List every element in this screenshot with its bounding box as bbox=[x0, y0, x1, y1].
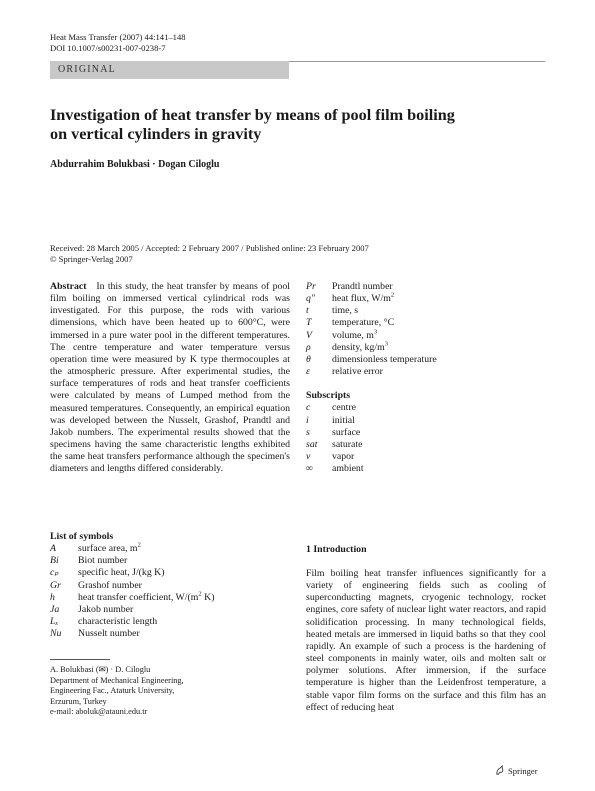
symbol-row bbox=[50, 567, 290, 579]
symbol-description: volume, $m^3$ bbox=[332, 328, 378, 341]
symbol-row bbox=[50, 616, 290, 628]
symbol-row bbox=[306, 305, 546, 317]
symbol-description: Prandtl number bbox=[332, 281, 393, 292]
symbol-key: sat bbox=[306, 438, 318, 450]
symbol-description: vapor bbox=[332, 451, 355, 463]
symbol-key: s bbox=[306, 426, 310, 438]
affiliation-line: Engineering Fac., Ataturk University, bbox=[50, 686, 175, 695]
paper-title bbox=[50, 106, 520, 144]
footnote-rule bbox=[50, 659, 110, 660]
symbol-key: ρ bbox=[306, 341, 311, 353]
symbol-key: Bi bbox=[50, 555, 59, 567]
symbols-list-left bbox=[50, 531, 290, 640]
symbol-key: c bbox=[306, 402, 311, 414]
header-rule bbox=[289, 61, 545, 62]
symbol-description: time, s bbox=[332, 305, 359, 317]
author-email: e-mail: aboluk@atauni.edu.tr bbox=[50, 707, 148, 716]
article-type-label: ORIGINAL bbox=[58, 64, 116, 75]
symbol-row bbox=[50, 555, 290, 567]
symbol-description: characteristic length bbox=[78, 616, 158, 628]
abstract bbox=[50, 281, 290, 476]
doi: DOI 10.1007/s00231-007-0238-7 bbox=[50, 43, 166, 53]
symbol-key: Ja bbox=[50, 603, 60, 615]
symbol-description: centre bbox=[332, 402, 356, 414]
symbol-key: h bbox=[50, 591, 55, 603]
symbol-description: initial bbox=[332, 414, 355, 426]
symbol-row bbox=[306, 342, 546, 354]
symbols-list-right bbox=[306, 281, 546, 475]
symbol-key: i bbox=[306, 414, 309, 426]
symbol-row bbox=[50, 580, 290, 592]
symbol-key: A bbox=[50, 543, 56, 555]
symbol-key: ∞ bbox=[306, 463, 313, 475]
symbol-description: heat transfer coefficient, $W/(m^2$ K) bbox=[78, 590, 215, 603]
symbol-description: Jakob number bbox=[78, 603, 134, 615]
symbol-description: Grashof number bbox=[78, 579, 142, 591]
subscripts-heading: Subscripts bbox=[306, 390, 351, 402]
affiliation-line: Department of Mechanical Engineering, bbox=[50, 675, 184, 685]
affiliation-line: Erzurum, Turkey bbox=[50, 696, 107, 706]
symbol-row bbox=[306, 293, 546, 305]
symbol-row bbox=[306, 451, 546, 463]
symbol-description: Nusselt number bbox=[78, 628, 140, 640]
introduction-text: Film boiling heat transfer influences significantly for a variety of engineering fields such as cooling of superconducting magnets, cryogenic technology, rocket engines, core safety of nuclear light water reactors, and rapid solidification processing. In many technological fields, heated metals are immersed in liquid baths so that they cool rapidly. An example of such a process is the hardening of steel components in mainly water, oils and molten salt or polymer solutions. After immersion, if the surface temperature is higher than the Leidenfrost temperature, a stable vapor film forms on the surface and this film has an effect of reducing heat bbox=[306, 568, 546, 713]
symbol-description: density, $kg/m^3$ bbox=[332, 340, 388, 353]
symbol-description: Biot number bbox=[78, 555, 128, 567]
symbol-row bbox=[306, 402, 546, 414]
symbol-description: dimensionless temperature bbox=[332, 353, 437, 365]
envelope-icon: ✉ bbox=[98, 665, 106, 674]
introduction-heading: 1 Introduction bbox=[306, 544, 367, 555]
abstract-label: Abstract bbox=[50, 281, 87, 292]
journal-header bbox=[50, 32, 186, 54]
abstract-text: In this study, the heat transfer by means of pool film boiling on immersed vertical cylindrical rods was investigated. For this purpose, the rods with various dimensions, which have been heated up to 600°C, were immersed in a pure water pool in the different temperatures. The centre temperature and water temperature versus operation time were measured by K type thermocouples at the atmospheric pressure. After experimental studies, the surface temperatures of rods and heat transfer coefficients were calculated by means of Lumped method from the measured temperatures. Consequently, an empirical equation was developed between the Nusselt, Grashof, Prandtl and Jakob numbers. The experimental results showed that the specimens having the same characteristic lengths exhibited the same heat transfers performance although the specimen's diameters and lengths differed considerably. bbox=[50, 281, 290, 475]
history-dates: Received: 28 March 2005 / Accepted: 2 February 2007 / Published online: 23 February 2007 bbox=[50, 243, 369, 253]
symbol-key: Pr bbox=[306, 281, 316, 292]
symbol-row bbox=[50, 592, 290, 604]
symbol-description: heat flux, $W/m^2$ bbox=[332, 291, 395, 305]
symbol-description: relative error bbox=[332, 366, 383, 378]
springer-horse-icon bbox=[494, 765, 505, 776]
symbol-row bbox=[306, 317, 546, 329]
symbol-key: T bbox=[306, 317, 312, 329]
symbol-row bbox=[306, 463, 546, 475]
symbol-key: ε bbox=[306, 366, 310, 378]
author-list: Abdurrahim Bolukbasi · Dogan Ciloglu bbox=[50, 159, 220, 170]
journal-citation: Heat Mass Transfer (2007) 44:141–148 bbox=[50, 32, 186, 42]
symbol-row bbox=[50, 628, 290, 640]
symbol-description: surface area, $m^2$ bbox=[78, 541, 141, 555]
symbol-row bbox=[50, 543, 290, 555]
title-line-2: on vertical cylinders in gravity bbox=[50, 125, 262, 143]
symbol-key: θ bbox=[306, 353, 311, 365]
symbol-key: Lₓ bbox=[50, 616, 59, 628]
symbol-description: surface bbox=[332, 426, 361, 438]
publisher-logo bbox=[494, 765, 538, 776]
symbol-row bbox=[50, 604, 290, 616]
publication-dates bbox=[50, 243, 550, 265]
symbol-key: t bbox=[306, 305, 309, 317]
symbol-description: specific heat, J/(kg K) bbox=[78, 567, 165, 579]
symbol-row bbox=[306, 366, 546, 378]
symbol-key: q″ bbox=[306, 293, 315, 305]
symbol-key: Gr bbox=[50, 579, 61, 591]
symbol-row bbox=[306, 439, 546, 451]
symbol-row bbox=[306, 427, 546, 439]
symbol-description: temperature, °C bbox=[332, 317, 395, 329]
symbols-heading: List of symbols bbox=[50, 531, 114, 542]
corresponding-authors: A. Bolukbasi (✉) · D. Ciloglu bbox=[50, 665, 151, 674]
symbol-key: v bbox=[306, 451, 311, 463]
copyright: © Springer-Verlag 2007 bbox=[50, 254, 133, 264]
publisher-name: Springer bbox=[508, 765, 538, 776]
symbol-row bbox=[306, 354, 546, 366]
affiliation bbox=[50, 665, 290, 718]
symbol-key: Nu bbox=[50, 628, 62, 640]
symbol-row bbox=[306, 415, 546, 427]
symbol-description: ambient bbox=[332, 463, 364, 475]
symbol-key: cₚ bbox=[50, 567, 59, 579]
article-type-banner bbox=[50, 61, 289, 79]
symbol-description: saturate bbox=[332, 438, 363, 450]
symbol-row bbox=[306, 281, 546, 293]
title-line-1: Investigation of heat transfer by means of pool film boiling bbox=[50, 106, 455, 124]
symbol-key: V bbox=[306, 329, 312, 341]
symbol-row bbox=[306, 330, 546, 342]
